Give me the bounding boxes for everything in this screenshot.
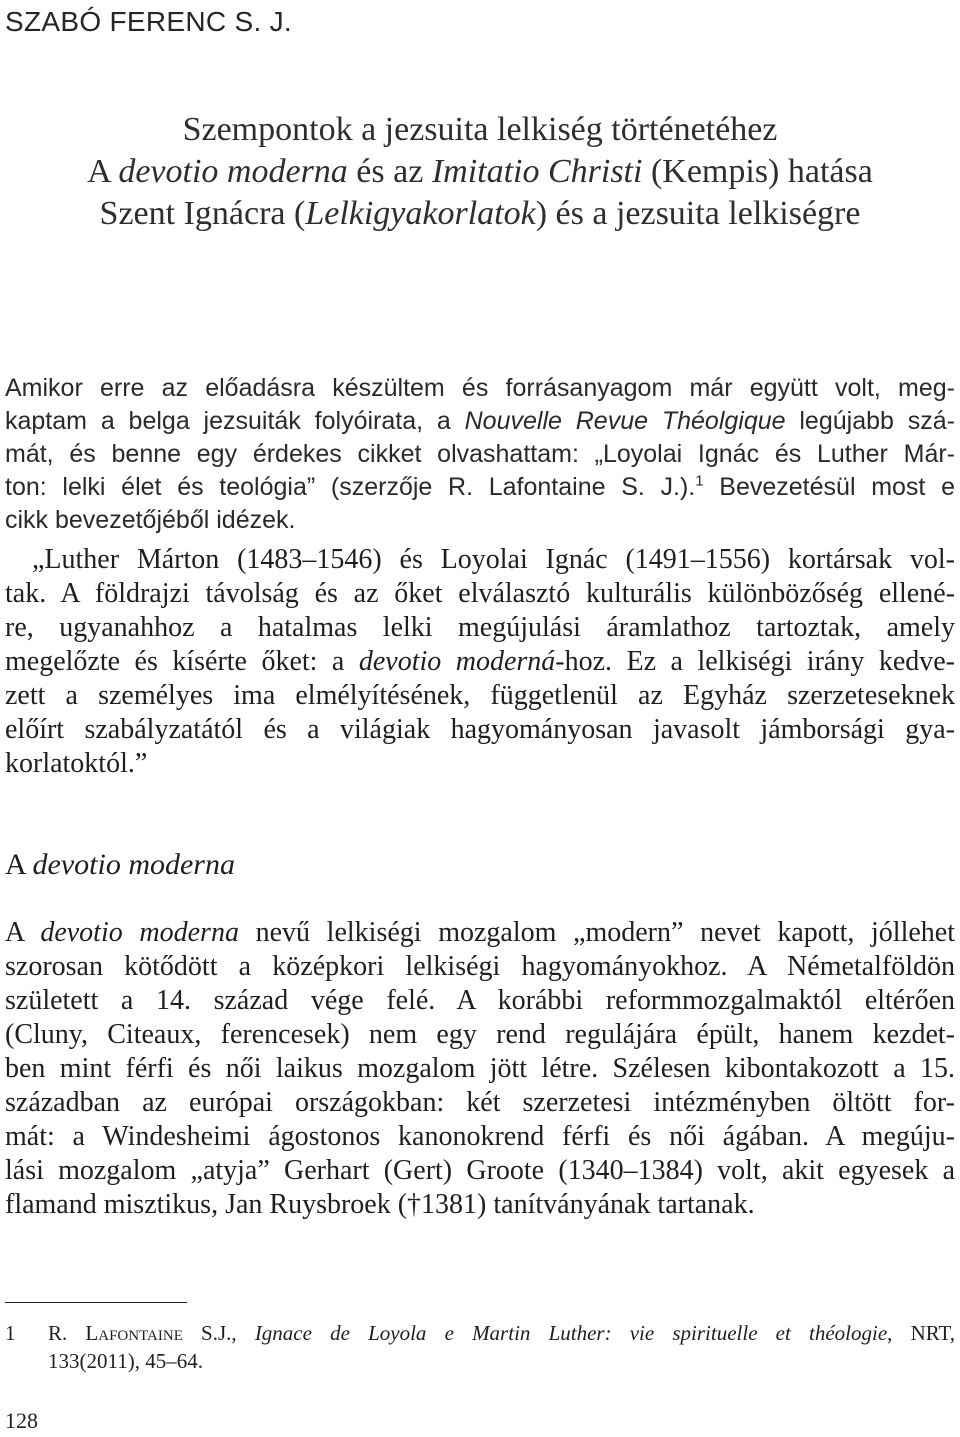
intro-paragraph — [5, 372, 955, 537]
italic-text: Lelkigyakorlatok — [305, 195, 536, 232]
text-line — [5, 543, 955, 577]
italic-text: devotio moderna — [40, 917, 239, 948]
text-line — [5, 679, 955, 713]
text-line — [5, 1120, 955, 1154]
text-line — [0, 151, 960, 193]
italic-text: devotio moderná — [358, 646, 556, 677]
text-run: Amikor erre az előadásra készültem és forrásanyagom már együtt volt, meg- — [5, 374, 955, 402]
italic-text: Ignace de Loyola e Martin Luther: vie spirituelle et théologie — [254, 1321, 888, 1345]
footnote-reference: 1 — [695, 472, 704, 490]
text-line — [5, 645, 955, 679]
text-run: , NRT, — [887, 1321, 955, 1345]
text-line — [5, 611, 955, 645]
text-line — [5, 1018, 955, 1052]
text-run: -hoz. Ez a lelkiségi irány kedve- — [555, 646, 956, 677]
footnote-number: 1 — [5, 1321, 16, 1345]
text-run: előírt szabályzatától és a világiak hagyományosan javasolt jámborsági gya- — [5, 714, 955, 745]
text-line — [5, 438, 955, 471]
quote-paragraph — [5, 543, 955, 781]
text-run: nevű lelkiségi mozgalom „modern” nevet kapott, jóllehet — [238, 917, 955, 948]
text-line — [48, 1319, 955, 1347]
text-run: században az európai országokban: két szerzetesi intézményben öltött for- — [5, 1087, 955, 1118]
text-run: S.J., — [182, 1321, 255, 1345]
text-line — [5, 1052, 955, 1086]
text-line — [5, 372, 955, 405]
footnote-separator-rule — [5, 1302, 187, 1303]
text-run: cikk bevezetőjéből idézek. — [5, 506, 296, 534]
italic-text: Nouvelle Revue Théolgique — [464, 407, 786, 435]
text-run: „Luther Márton (1483–1546) és Loyolai Ignác (1491–1556) kortársak vol- — [32, 544, 955, 575]
text-run: mát, és benne egy érdekes cikket olvashattam: „Loyolai Ignác és Luther Már- — [5, 440, 955, 468]
text-run: A — [5, 848, 33, 881]
text-run: és az — [347, 153, 432, 190]
text-run: született a 14. század vége felé. A korábbi reformmozgalmaktól eltérően — [5, 985, 955, 1016]
section-body-paragraph — [5, 916, 955, 1222]
italic-text: devotio moderna — [32, 848, 235, 881]
text-run: zett a személyes ima elmélyítésének, függetlenül az Egyház szerzeteseknek — [5, 680, 955, 711]
text-run: mát: a Windesheimi ágostonos kanonokrend férfi és női ágában. A megúju- — [5, 1121, 955, 1152]
text-run: flamand misztikus, Jan Ruysbroek (†1381) tanítványának tartanak. — [5, 1189, 755, 1220]
running-head: SZABÓ FERENC S. J. — [5, 6, 292, 37]
footnote-text — [48, 1319, 955, 1375]
text-run: R. — [48, 1321, 86, 1345]
text-line — [5, 1154, 955, 1188]
text-line — [5, 713, 955, 747]
text-line — [48, 1347, 955, 1375]
text-line — [0, 109, 960, 151]
text-line — [5, 950, 955, 984]
text-run: 133(2011), 45–64. — [48, 1349, 203, 1373]
text-run: megelőzte és kísérte őket: a — [5, 646, 359, 677]
text-line — [5, 504, 955, 537]
article-title — [0, 109, 960, 235]
text-run: Szempontok a jezsuita lelkiség történetéhez — [182, 111, 778, 148]
text-line — [5, 984, 955, 1018]
text-run: A — [87, 153, 119, 190]
section-heading — [5, 845, 955, 885]
text-run: (Cluny, Citeaux, ferencesek) nem egy rend regulájára épült, hanem kezdet- — [5, 1019, 955, 1050]
text-run: A — [5, 917, 41, 948]
text-run: ben mint férfi és női laikus mozgalom jött létre. Szélesen kibontakozott a 15. — [5, 1053, 955, 1084]
text-run: tak. A földrajzi távolság és az őket elválasztó kulturális különbözőség ellené- — [5, 578, 955, 609]
text-run: (Kempis) hatása — [642, 153, 873, 190]
text-line — [5, 1086, 955, 1120]
text-line — [5, 747, 955, 781]
italic-text: devotio moderna — [118, 153, 348, 190]
text-run: kaptam a belga jezsuiták folyóirata, a — [5, 407, 465, 435]
text-run: re, ugyanahhoz a hatalmas lelki megújulási áramlathoz tartoztak, amely — [5, 612, 955, 643]
text-line — [5, 577, 955, 611]
text-line — [5, 471, 955, 504]
text-run: Bevezetésül most e — [703, 473, 955, 501]
text-line — [5, 1188, 955, 1222]
text-run: lási mozgalom „atyja” Gerhart (Gert) Groote (1340–1384) volt, akit egyesek a — [5, 1155, 955, 1186]
small-caps-text: Lafontaine — [85, 1321, 183, 1345]
text-run: korlatoktól.” — [5, 748, 148, 779]
text-run: szorosan kötődött a középkori lelkiségi hagyományokhoz. A Németalföldön — [5, 951, 955, 982]
text-line — [5, 405, 955, 438]
text-line — [5, 845, 955, 885]
text-run: ton: lelki élet és teológia” (szerzője R. Lafontaine S. J.). — [5, 473, 696, 501]
text-line — [5, 916, 955, 950]
text-run: ) és a jezsuita lelkiségre — [535, 195, 861, 232]
text-run: Szent Ignácra ( — [99, 195, 306, 232]
text-run: legújabb szá- — [785, 407, 955, 435]
text-line — [0, 193, 960, 235]
page-number: 128 — [5, 1408, 38, 1433]
italic-text: Imitatio Christi — [431, 153, 643, 190]
